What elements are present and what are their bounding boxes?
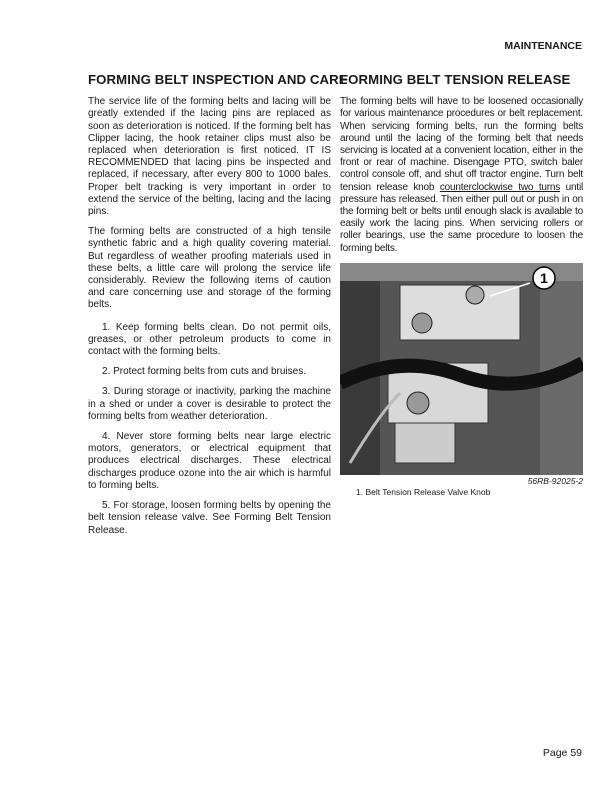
figure-caption: 1. Belt Tension Release Valve Knob [356, 486, 491, 497]
section-title: FORMING BELT TENSION RELEASE [340, 72, 571, 87]
list-item: 2. Protect forming belts from cuts and bruises. [102, 366, 306, 378]
list-item: 5. For storage, loosen forming belts by opening the belt tension release valve. See Forming Belt Tension Release. [88, 500, 331, 536]
text: until pressure has released. Then either pull out or push in on the forming belt or belts until enough slack is available to easily work the lacing pins. When servicing rollers or roller bearings, use the same procedure to loosen the forming belts. [340, 181, 583, 254]
paragraph: The service life of the forming belts and lacing will be greatly extended if the lacing pins are replaced as soon as deterioration is noticed. If the forming belt has Clipper lacing, the hook retainer clips must also be replaced when deterioration is first noticed. IT IS RECOMMENDED that lacing pins be inspected and replaced, if necessary, after every 800 to 1000 bales. Proper belt tracking is very important in order to extend the service of the belting, lacing and the lacing pins. [88, 96, 331, 218]
valve-photo [340, 263, 583, 475]
text: The forming belts will have to be loosened occasionally for various maintenance procedures or belt replacement. When servicing forming belts, run the forming belts around until the lacing of the forming belt that needs servicing is located at a convenient location, either in the front or rear of machine. Disengage PTO, switch baler control console off, and shut off tractor engine. Turn belt tension release knob [340, 96, 583, 193]
page-number: Page 59 [542, 747, 582, 759]
list-item: 4. Never store forming belts near large electric motors, generators, or electrical equipment that produces electrical discharges. These electrical discharges produce ozone into the air which is harmful to forming belts. [88, 431, 331, 491]
callout-number: 1 [540, 269, 548, 286]
section-title: FORMING BELT INSPECTION AND CARE [88, 72, 348, 87]
section-header: MAINTENANCE [504, 40, 582, 52]
emphasis-text: counterclockwise two turns [439, 181, 561, 193]
list-item: 1. Keep forming belts clean. Do not permit oils, greases, or other petroleum products to come in contact with the forming belts. [88, 321, 331, 358]
paragraph: The forming belts are constructed of a high tensile synthetic fabric and a high quality covering material. But regardless of weather proofing materials used in these belts, a little care will prolong the service life considerably. Review the following items of caution and care concerning use and storage of the forming belts. [88, 226, 331, 311]
tension-release-column [340, 74, 583, 497]
figure-id: 56RB-92025-2 [527, 475, 583, 486]
list-item: 3. During storage or inactivity, parking the machine in a shed or under a cover is desirable to protect the forming belts from weather deterioration. [88, 386, 331, 422]
inspection-care-column [88, 72, 348, 545]
paragraph [340, 96, 583, 255]
